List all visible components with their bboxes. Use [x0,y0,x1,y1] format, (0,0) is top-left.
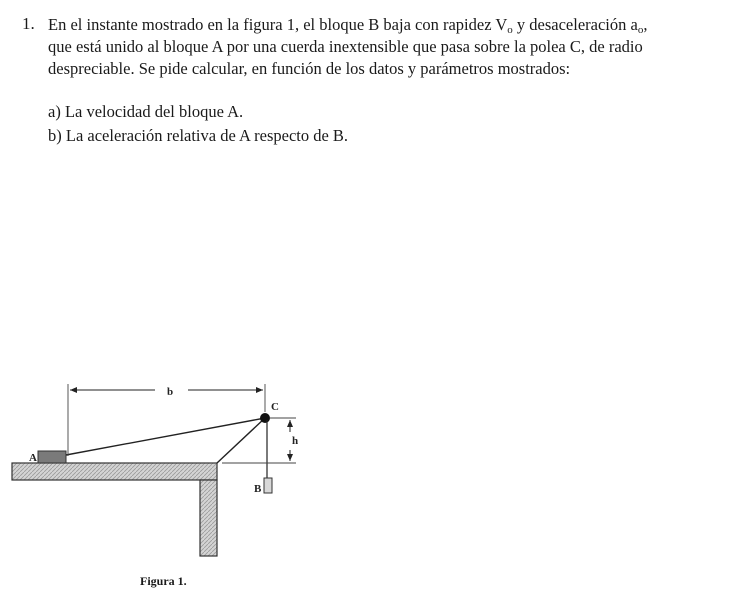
line1-post: , [643,15,648,34]
a-subscript: o [637,24,644,36]
table-surface [12,463,217,480]
question-b: b) La aceleración relativa de A respecto de B. [48,126,349,145]
label-dim-h: h [292,435,299,447]
v-subscript: o [507,24,513,36]
problem-number: 1. [22,14,35,33]
problem-line-2: que está unido al bloque A por una cuerda inextensible que pasa sobre la polea C, de radio [48,37,643,56]
question-list [48,100,348,148]
figure-1-diagram [0,360,360,574]
cord-a-to-pulley [66,418,265,455]
pulley-support [217,418,265,463]
question-a: a) La velocidad del bloque A. [48,102,244,121]
line1-pre: En el instante mostrado en la figura 1, el bloque B baja con rapidez V [48,15,508,34]
problem-text [48,14,720,80]
block-b [264,478,272,493]
problem-line-1 [48,14,720,36]
line1-mid: y desaceleración a [512,15,638,34]
problem-line-3: despreciable. Se pide calcular, en función de los datos y parámetros mostrados: [48,59,571,78]
table-leg [200,480,217,556]
figure-caption: Figura 1. [140,574,187,588]
block-a [38,451,66,463]
label-a: A [29,452,37,464]
label-dim-b: b [167,386,174,398]
label-b-block: B [254,483,262,495]
label-c: C [271,401,279,413]
pulley-c [260,413,270,423]
